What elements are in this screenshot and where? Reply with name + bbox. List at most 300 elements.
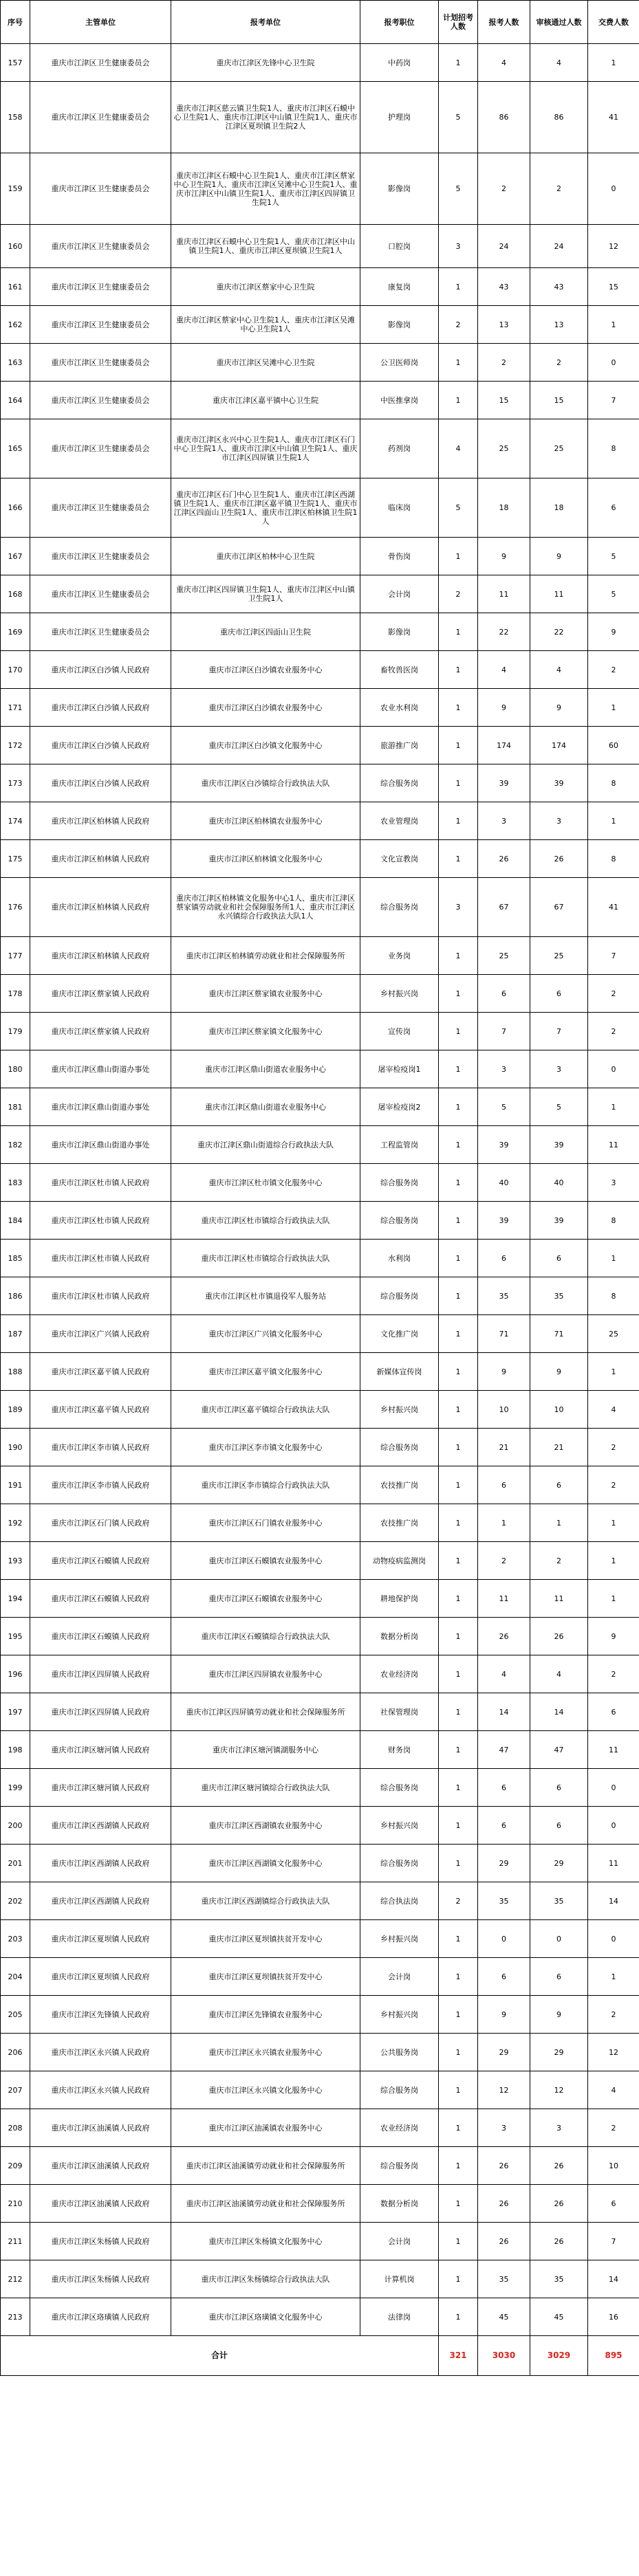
paid-count: 1 <box>588 802 639 840</box>
planned-count: 1 <box>439 344 478 382</box>
paid-count: 6 <box>588 1693 639 1731</box>
planned-count: 1 <box>439 764 478 802</box>
approved-count: 29 <box>530 2034 588 2071</box>
applicant-count: 6 <box>478 1958 530 1996</box>
planned-count: 1 <box>439 727 478 764</box>
table-row <box>1 82 639 153</box>
paid-count: 14 <box>588 2260 639 2298</box>
table-row <box>1 478 639 538</box>
position: 综合服务岗 <box>360 1164 439 1202</box>
applicant-count: 22 <box>478 613 530 651</box>
supervising-unit: 重庆市江津区石蟆镇人民政府 <box>30 1618 171 1655</box>
total-row <box>1 2336 639 2376</box>
supervising-unit: 重庆市江津区卫生健康委员会 <box>30 268 171 306</box>
supervising-unit: 重庆市江津区永兴镇人民政府 <box>30 2034 171 2071</box>
paid-count: 8 <box>588 1277 639 1315</box>
paid-count: 4 <box>588 1391 639 1429</box>
table-row <box>1 44 639 82</box>
supervising-unit: 重庆市江津区蔡家镇人民政府 <box>30 1013 171 1050</box>
applying-unit: 重庆市江津区四屏镇劳动就业和社会保障服务所 <box>171 1693 360 1731</box>
planned-count: 1 <box>439 2071 478 2109</box>
paid-count: 5 <box>588 575 639 613</box>
applying-unit: 重庆市江津区鼎山街道农业服务中心 <box>171 1050 360 1088</box>
approved-count: 11 <box>530 1580 588 1618</box>
paid-count: 1 <box>588 1958 639 1996</box>
row-index: 161 <box>1 268 30 306</box>
table-row <box>1 764 639 802</box>
approved-count: 35 <box>530 1882 588 1920</box>
planned-count: 1 <box>439 802 478 840</box>
paid-count: 1 <box>588 1580 639 1618</box>
approved-count: 4 <box>530 44 588 82</box>
row-index: 168 <box>1 575 30 613</box>
approved-count: 21 <box>530 1429 588 1466</box>
applicant-count: 2 <box>478 153 530 225</box>
table-row <box>1 1164 639 1202</box>
row-index: 211 <box>1 2223 30 2260</box>
applying-unit: 重庆市江津区先锋镇农业服务中心 <box>171 1996 360 2034</box>
applicant-count: 12 <box>478 2071 530 2109</box>
paid-count: 1 <box>588 1542 639 1580</box>
table-row <box>1 1618 639 1655</box>
paid-count: 1 <box>588 44 639 82</box>
planned-count: 1 <box>439 1126 478 1164</box>
supervising-unit: 重庆市江津区卫生健康委员会 <box>30 344 171 382</box>
row-index: 172 <box>1 727 30 764</box>
approved-count: 0 <box>530 1920 588 1958</box>
row-index: 185 <box>1 1240 30 1277</box>
header-cell: 主管单位 <box>30 1 171 44</box>
table-row <box>1 2147 639 2185</box>
position: 农业经济岗 <box>360 2109 439 2147</box>
row-index: 167 <box>1 538 30 575</box>
supervising-unit: 重庆市江津区柏林镇人民政府 <box>30 802 171 840</box>
supervising-unit: 重庆市江津区夏坝镇人民政府 <box>30 1958 171 1996</box>
applicant-count: 26 <box>478 840 530 878</box>
planned-count: 1 <box>439 937 478 975</box>
header-cell: 报考单位 <box>171 1 360 44</box>
planned-count: 1 <box>439 382 478 419</box>
applicant-count: 39 <box>478 764 530 802</box>
row-index: 201 <box>1 1845 30 1882</box>
approved-count: 26 <box>530 1618 588 1655</box>
approved-count: 4 <box>530 651 588 689</box>
applying-unit: 重庆市江津区石蟆中心卫生院1人、重庆市江津区蔡家中心卫生院1人、重庆市江津区吴滩中心卫生院1人、重庆市江津区中山镇卫生院1人、重庆市江津区四屏镇卫生院1人 <box>171 153 360 225</box>
approved-count: 39 <box>530 764 588 802</box>
applicant-count: 9 <box>478 689 530 727</box>
row-index: 205 <box>1 1996 30 2034</box>
approved-count: 39 <box>530 1126 588 1164</box>
applying-unit: 重庆市江津区石蟆镇综合行政执法大队 <box>171 1618 360 1655</box>
position: 农技推广岗 <box>360 1466 439 1504</box>
supervising-unit: 重庆市江津区广兴镇人民政府 <box>30 1315 171 1353</box>
position: 农技推广岗 <box>360 1504 439 1542</box>
paid-count: 5 <box>588 538 639 575</box>
table-row <box>1 651 639 689</box>
planned-count: 1 <box>439 1504 478 1542</box>
position: 药剂岗 <box>360 419 439 478</box>
planned-count: 1 <box>439 2298 478 2336</box>
row-index: 213 <box>1 2298 30 2336</box>
planned-count: 1 <box>439 613 478 651</box>
approved-count: 6 <box>530 1807 588 1845</box>
position: 影像岗 <box>360 153 439 225</box>
planned-count: 1 <box>439 1769 478 1807</box>
applicant-count: 26 <box>478 1618 530 1655</box>
header-cell: 序号 <box>1 1 30 44</box>
table-row <box>1 419 639 478</box>
applying-unit: 重庆市江津区夏坝镇扶贫开发中心 <box>171 1958 360 1996</box>
row-index: 163 <box>1 344 30 382</box>
planned-count: 5 <box>439 82 478 153</box>
approved-count: 9 <box>530 1353 588 1391</box>
row-index: 160 <box>1 225 30 268</box>
table-row <box>1 975 639 1013</box>
paid-count: 2 <box>588 651 639 689</box>
paid-count: 2 <box>588 1013 639 1050</box>
applying-unit: 重庆市江津区四屏镇卫生院1人、重庆市江津区中山镇卫生院1人 <box>171 575 360 613</box>
applicant-count: 35 <box>478 1882 530 1920</box>
applicant-count: 26 <box>478 2223 530 2260</box>
total-label: 合计 <box>1 2336 439 2376</box>
row-index: 171 <box>1 689 30 727</box>
row-index: 178 <box>1 975 30 1013</box>
position: 法律岗 <box>360 2298 439 2336</box>
supervising-unit: 重庆市江津区白沙镇人民政府 <box>30 689 171 727</box>
row-index: 174 <box>1 802 30 840</box>
planned-count: 5 <box>439 153 478 225</box>
approved-count: 3 <box>530 802 588 840</box>
position: 工程监管岗 <box>360 1126 439 1164</box>
paid-count: 7 <box>588 937 639 975</box>
position: 综合服务岗 <box>360 1429 439 1466</box>
position: 口腔岗 <box>360 225 439 268</box>
applying-unit: 重庆市江津区白沙镇农业服务中心 <box>171 651 360 689</box>
position: 畜牧兽医岗 <box>360 651 439 689</box>
applicant-count: 10 <box>478 1391 530 1429</box>
table-row <box>1 1580 639 1618</box>
approved-count: 2 <box>530 1542 588 1580</box>
paid-count: 41 <box>588 878 639 937</box>
paid-count: 8 <box>588 419 639 478</box>
supervising-unit: 重庆市江津区塘河镇人民政府 <box>30 1731 171 1769</box>
table-row <box>1 382 639 419</box>
row-index: 194 <box>1 1580 30 1618</box>
approved-count: 22 <box>530 613 588 651</box>
applying-unit: 重庆市江津区白沙镇综合行政执法大队 <box>171 764 360 802</box>
table-row <box>1 1353 639 1391</box>
total-applied: 3030 <box>478 2336 530 2376</box>
planned-count: 1 <box>439 1013 478 1050</box>
table-row <box>1 727 639 764</box>
approved-count: 3 <box>530 2109 588 2147</box>
applying-unit: 重庆市江津区李市镇文化服务中心 <box>171 1429 360 1466</box>
position: 乡村振兴岗 <box>360 1996 439 2034</box>
position: 数据分析岗 <box>360 1618 439 1655</box>
planned-count: 1 <box>439 651 478 689</box>
total-approved: 3029 <box>530 2336 588 2376</box>
total-paid: 895 <box>588 2336 639 2376</box>
table-row <box>1 575 639 613</box>
paid-count: 25 <box>588 1315 639 1353</box>
planned-count: 1 <box>439 44 478 82</box>
row-index: 198 <box>1 1731 30 1769</box>
position: 会计岗 <box>360 575 439 613</box>
applying-unit: 重庆市江津区柏林镇文化服务中心1人、重庆市江津区蔡家镇劳动就业和社会保障服务所1人、重庆市江津区永兴镇综合行政执法大队1人 <box>171 878 360 937</box>
applying-unit: 重庆市江津区先锋中心卫生院 <box>171 44 360 82</box>
supervising-unit: 重庆市江津区夏坝镇人民政府 <box>30 1920 171 1958</box>
table-row <box>1 2298 639 2336</box>
supervising-unit: 重庆市江津区柏林镇人民政府 <box>30 937 171 975</box>
paid-count: 2 <box>588 1466 639 1504</box>
row-index: 191 <box>1 1466 30 1504</box>
approved-count: 43 <box>530 268 588 306</box>
applicant-count: 9 <box>478 1353 530 1391</box>
applying-unit: 重庆市江津区鼎山街道农业服务中心 <box>171 1088 360 1126</box>
supervising-unit: 重庆市江津区卫生健康委员会 <box>30 82 171 153</box>
row-index: 195 <box>1 1618 30 1655</box>
applying-unit: 重庆市江津区李市镇综合行政执法大队 <box>171 1466 360 1504</box>
row-index: 210 <box>1 2185 30 2223</box>
supervising-unit: 重庆市江津区四屏镇人民政府 <box>30 1655 171 1693</box>
approved-count: 25 <box>530 419 588 478</box>
supervising-unit: 重庆市江津区石蟆镇人民政府 <box>30 1580 171 1618</box>
position: 屠宰检疫岗2 <box>360 1088 439 1126</box>
table-row <box>1 306 639 344</box>
applying-unit: 重庆市江津区塘河镇综合行政执法大队 <box>171 1769 360 1807</box>
table-row <box>1 1958 639 1996</box>
approved-count: 26 <box>530 2185 588 2223</box>
applicant-count: 9 <box>478 538 530 575</box>
supervising-unit: 重庆市江津区卫生健康委员会 <box>30 419 171 478</box>
applying-unit: 重庆市江津区西湖镇文化服务中心 <box>171 1845 360 1882</box>
approved-count: 25 <box>530 937 588 975</box>
applying-unit: 重庆市江津区夏坝镇扶贫开发中心 <box>171 1920 360 1958</box>
row-index: 200 <box>1 1807 30 1845</box>
position: 数据分析岗 <box>360 2185 439 2223</box>
position: 综合服务岗 <box>360 1845 439 1882</box>
applicant-count: 43 <box>478 268 530 306</box>
paid-count: 1 <box>588 1353 639 1391</box>
position: 综合服务岗 <box>360 1277 439 1315</box>
row-index: 192 <box>1 1504 30 1542</box>
applying-unit: 重庆市江津区吴滩中心卫生院 <box>171 344 360 382</box>
paid-count: 1 <box>588 689 639 727</box>
planned-count: 1 <box>439 840 478 878</box>
planned-count: 2 <box>439 306 478 344</box>
approved-count: 9 <box>530 1996 588 2034</box>
planned-count: 1 <box>439 1315 478 1353</box>
approved-count: 86 <box>530 82 588 153</box>
applying-unit: 重庆市江津区四屏镇农业服务中心 <box>171 1655 360 1693</box>
applicant-count: 1 <box>478 1504 530 1542</box>
table-row <box>1 538 639 575</box>
applicant-count: 2 <box>478 344 530 382</box>
applicant-count: 4 <box>478 44 530 82</box>
position: 文化推广岗 <box>360 1315 439 1353</box>
applying-unit: 重庆市江津区石蟆镇农业服务中心 <box>171 1580 360 1618</box>
approved-count: 10 <box>530 1391 588 1429</box>
applicant-count: 29 <box>478 2034 530 2071</box>
applicant-count: 26 <box>478 2185 530 2223</box>
table-row <box>1 1429 639 1466</box>
row-index: 157 <box>1 44 30 82</box>
planned-count: 1 <box>439 1240 478 1277</box>
row-index: 179 <box>1 1013 30 1050</box>
planned-count: 1 <box>439 1542 478 1580</box>
position: 农业水利岗 <box>360 689 439 727</box>
applying-unit: 重庆市江津区柏林中心卫生院 <box>171 538 360 575</box>
applying-unit: 重庆市江津区杜市镇退役军人服务站 <box>171 1277 360 1315</box>
position: 业务岗 <box>360 937 439 975</box>
position: 乡村振兴岗 <box>360 1391 439 1429</box>
applicant-count: 174 <box>478 727 530 764</box>
approved-count: 24 <box>530 225 588 268</box>
approved-count: 9 <box>530 538 588 575</box>
applying-unit: 重庆市江津区油溪镇劳动就业和社会保障服务所 <box>171 2147 360 2185</box>
position: 会计岗 <box>360 2223 439 2260</box>
planned-count: 5 <box>439 478 478 538</box>
supervising-unit: 重庆市江津区杜市镇人民政府 <box>30 1240 171 1277</box>
supervising-unit: 重庆市江津区柏林镇人民政府 <box>30 878 171 937</box>
supervising-unit: 重庆市江津区卫生健康委员会 <box>30 613 171 651</box>
table-row <box>1 153 639 225</box>
paid-count: 2 <box>588 1429 639 1466</box>
supervising-unit: 重庆市江津区杜市镇人民政府 <box>30 1277 171 1315</box>
row-index: 196 <box>1 1655 30 1693</box>
row-index: 173 <box>1 764 30 802</box>
planned-count: 1 <box>439 2109 478 2147</box>
row-index: 197 <box>1 1693 30 1731</box>
supervising-unit: 重庆市江津区卫生健康委员会 <box>30 538 171 575</box>
supervising-unit: 重庆市江津区朱杨镇人民政府 <box>30 2260 171 2298</box>
paid-count: 8 <box>588 840 639 878</box>
header-row <box>1 1 639 44</box>
approved-count: 67 <box>530 878 588 937</box>
applying-unit: 重庆市江津区永兴镇农业服务中心 <box>171 2034 360 2071</box>
supervising-unit: 重庆市江津区西湖镇人民政府 <box>30 1882 171 1920</box>
planned-count: 1 <box>439 2147 478 2185</box>
applicant-count: 15 <box>478 382 530 419</box>
paid-count: 0 <box>588 344 639 382</box>
approved-count: 6 <box>530 1466 588 1504</box>
supervising-unit: 重庆市江津区油溪镇人民政府 <box>30 2185 171 2223</box>
applying-unit: 重庆市江津区嘉平镇中心卫生院 <box>171 382 360 419</box>
supervising-unit: 重庆市江津区柏林镇人民政府 <box>30 840 171 878</box>
table-row <box>1 1996 639 2034</box>
position: 综合服务岗 <box>360 878 439 937</box>
supervising-unit: 重庆市江津区四屏镇人民政府 <box>30 1693 171 1731</box>
applicant-count: 6 <box>478 1466 530 1504</box>
paid-count: 60 <box>588 727 639 764</box>
approved-count: 14 <box>530 1693 588 1731</box>
planned-count: 1 <box>439 1845 478 1882</box>
applying-unit: 重庆市江津区蔡家镇文化服务中心 <box>171 1013 360 1050</box>
paid-count: 15 <box>588 268 639 306</box>
applicant-count: 2 <box>478 1542 530 1580</box>
applicant-count: 71 <box>478 1315 530 1353</box>
row-index: 183 <box>1 1164 30 1202</box>
supervising-unit: 重庆市江津区永兴镇人民政府 <box>30 2071 171 2109</box>
planned-count: 1 <box>439 1353 478 1391</box>
position: 中医推拿岗 <box>360 382 439 419</box>
applying-unit: 重庆市江津区永兴镇文化服务中心 <box>171 2071 360 2109</box>
supervising-unit: 重庆市江津区卫生健康委员会 <box>30 575 171 613</box>
applying-unit: 重庆市江津区油溪镇劳动就业和社会保障服务所 <box>171 2185 360 2223</box>
table-row <box>1 2260 639 2298</box>
supervising-unit: 重庆市江津区鼎山街道办事处 <box>30 1126 171 1164</box>
position: 社保管理岗 <box>360 1693 439 1731</box>
table-row <box>1 1126 639 1164</box>
row-index: 199 <box>1 1769 30 1807</box>
position: 动物疫病监测岗 <box>360 1542 439 1580</box>
table-row <box>1 1466 639 1504</box>
paid-count: 1 <box>588 306 639 344</box>
table-row <box>1 2109 639 2147</box>
paid-count: 1 <box>588 1504 639 1542</box>
position: 水利岗 <box>360 1240 439 1277</box>
planned-count: 1 <box>439 1655 478 1693</box>
table-row <box>1 1504 639 1542</box>
planned-count: 1 <box>439 2185 478 2223</box>
applicant-count: 24 <box>478 225 530 268</box>
supervising-unit: 重庆市江津区先锋镇人民政府 <box>30 1996 171 2034</box>
applicant-count: 45 <box>478 2298 530 2336</box>
position: 乡村振兴岗 <box>360 1920 439 1958</box>
row-index: 189 <box>1 1391 30 1429</box>
applicant-count: 39 <box>478 1202 530 1240</box>
row-index: 180 <box>1 1050 30 1088</box>
supervising-unit: 重庆市江津区石门镇人民政府 <box>30 1504 171 1542</box>
table-row <box>1 1391 639 1429</box>
row-index: 204 <box>1 1958 30 1996</box>
position: 农业经济岗 <box>360 1655 439 1693</box>
paid-count: 0 <box>588 1807 639 1845</box>
approved-count: 15 <box>530 382 588 419</box>
table-row <box>1 1315 639 1353</box>
paid-count: 0 <box>588 1050 639 1088</box>
position: 耕地保护岗 <box>360 1580 439 1618</box>
approved-count: 40 <box>530 1164 588 1202</box>
supervising-unit: 重庆市江津区李市镇人民政府 <box>30 1429 171 1466</box>
applying-unit: 重庆市江津区西湖镇农业服务中心 <box>171 1807 360 1845</box>
approved-count: 13 <box>530 306 588 344</box>
applicant-count: 3 <box>478 2109 530 2147</box>
row-index: 165 <box>1 419 30 478</box>
planned-count: 1 <box>439 975 478 1013</box>
applicant-count: 25 <box>478 937 530 975</box>
applying-unit: 重庆市江津区慈云镇卫生院1人、重庆市江津区石蟆中心卫生院1人、重庆市江津区中山镇卫生院1人、重庆市江津区夏坝镇卫生院2人 <box>171 82 360 153</box>
supervising-unit: 重庆市江津区鼎山街道办事处 <box>30 1050 171 1088</box>
planned-count: 1 <box>439 1693 478 1731</box>
applicant-count: 67 <box>478 878 530 937</box>
planned-count: 2 <box>439 1882 478 1920</box>
paid-count: 0 <box>588 1920 639 1958</box>
position: 综合服务岗 <box>360 2147 439 2185</box>
planned-count: 4 <box>439 419 478 478</box>
applying-unit: 重庆市江津区塘河镇湖服务中心 <box>171 1731 360 1769</box>
applying-unit: 重庆市江津区嘉平镇综合行政执法大队 <box>171 1391 360 1429</box>
supervising-unit: 重庆市江津区嘉平镇人民政府 <box>30 1391 171 1429</box>
table-row <box>1 1542 639 1580</box>
supervising-unit: 重庆市江津区油溪镇人民政府 <box>30 2109 171 2147</box>
approved-count: 9 <box>530 689 588 727</box>
row-index: 166 <box>1 478 30 538</box>
approved-count: 26 <box>530 2147 588 2185</box>
supervising-unit: 重庆市江津区卫生健康委员会 <box>30 478 171 538</box>
approved-count: 6 <box>530 1240 588 1277</box>
applying-unit: 重庆市江津区蔡家镇农业服务中心 <box>171 975 360 1013</box>
